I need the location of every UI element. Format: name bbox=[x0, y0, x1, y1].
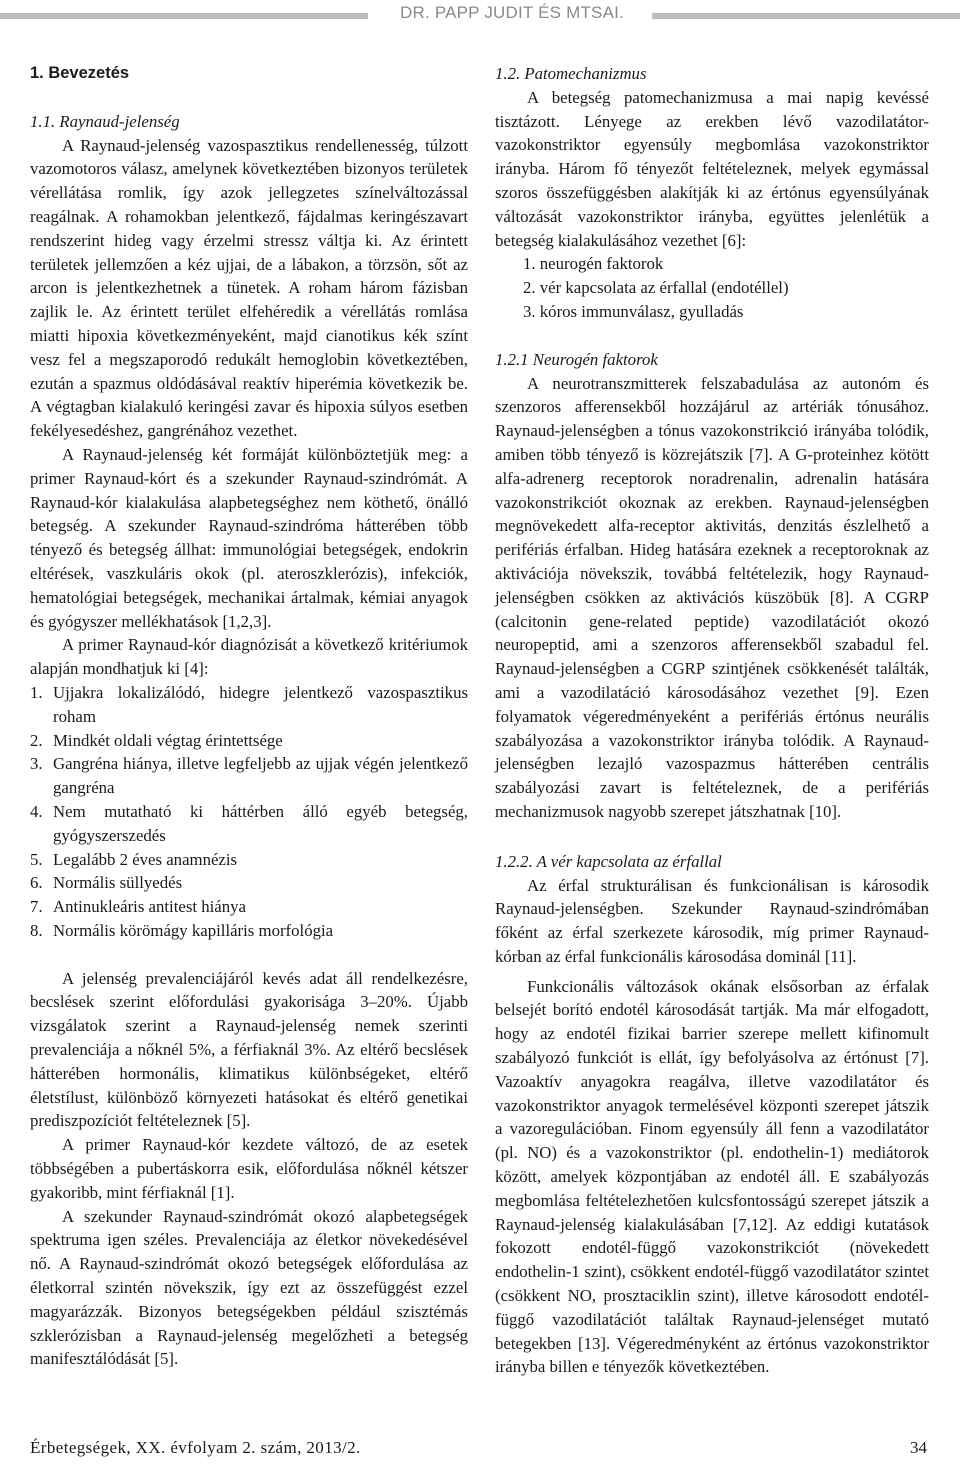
criteria-number: 2. bbox=[30, 730, 43, 750]
criteria-number: 7. bbox=[30, 897, 43, 917]
criteria-number: 1. bbox=[30, 682, 43, 702]
factors-list bbox=[495, 252, 929, 323]
criteria-item bbox=[30, 729, 468, 753]
subsection-title-pathomechanism: 1.2. Patomechanizmus bbox=[495, 64, 647, 83]
criteria-number: 3. bbox=[30, 754, 43, 774]
criteria-item bbox=[30, 895, 468, 919]
criteria-number: 4. bbox=[30, 801, 43, 821]
running-header: DR. PAPP JUDIT ÉS MTSAI. bbox=[400, 3, 624, 22]
factor-item: 3. kóros immunválasz, gyulladás bbox=[523, 301, 744, 321]
subsection-title-neurogenic: 1.2.1 Neurogén faktorok bbox=[495, 349, 658, 369]
paragraph: A jelenség prevalenciájáról kevés adat áll rendelkezésre, becslések szerint előfordulási gyakorisága 3–20%. Újabb vizsgálatok szerint a Raynaud-jelenség nemek szerinti prevalenciája a nőknél 5%, a férfiaknál 3%. Az eltérő becslések hátterében hormonális, klimatikus különbségeket, eltérő életstílust, különböző környezeti hatásokat és eltérő genetikai prediszpozíciót feltételeznek [5]. bbox=[30, 968, 468, 1131]
criteria-item bbox=[30, 681, 468, 729]
paragraph: A Raynaud-jelenség két formáját különböztetjük meg: a primer Raynaud-kórt és a szekunder Raynaud-szindrómát. A Raynaud-kór kialakulása alapbetegséghez nem köthető, önálló betegség. A szekunder Raynaud-szindróma hátterében több tényező és betegség állhat: immunológiai betegségek, endokrin eltérések, vaszkuláris okok (pl. ateroszklerózis), infekciók, hematológiai betegségek, mechanikai ártalmak, kémiai anyagok és gyógyszer mellékhatások [1,2,3]. bbox=[30, 444, 468, 631]
paragraph: Funkcionális változások okának elsősorban az érfalak belsejét borító endotél károsodását tartják. Ma már elfogadott, hogy az endotél fizikai barrier szerepe mellett kifinomult szabályozó funkciót is ellát, így befolyásolva az értónust [7]. Vazoaktív anyagokra reagálva, illetve vazodilatátor és vazokonstriktor anyagok termelésével központi szerepet játszik a vazoregulációban. Finom egyensúly áll fenn a vazodilatátor (pl. NO) és a vazokonstriktor (pl. endothelin-1) mediátorok között, amelyek központjában az endotél áll. E szabályozás megbomlása feltételezhetően kulcsfontosságú szerepet játszik a Raynaud-jelenség kialakulásában [7,12]. Az eddigi kutatások fokozott endotél-függő vazokonstrikciót (növekedett endothelin-1 szint), csökkent endotél-függő vazodilatátor szintet (csökkent NO, prosztaciklin szint), illetve károsodott endotél-függő vazodilatációt találtak Raynaud-jelenséget mutató betegekben [13]. Végeredményként az értónus vazokonstriktor irányba billen e tényezők következtében. bbox=[495, 976, 929, 1377]
criteria-text: Normális körömágy kapilláris morfológia bbox=[53, 920, 334, 940]
subsection-title-raynaud: 1.1. Raynaud-jelenség bbox=[30, 111, 180, 131]
criteria-list bbox=[30, 681, 468, 943]
criteria-text: Antinukleáris antitest hiánya bbox=[53, 897, 246, 917]
section-title: 1. Bevezetés bbox=[30, 64, 130, 82]
criteria-text: Normális süllyedés bbox=[53, 873, 183, 893]
paragraph: A betegség patomechanizmusa a mai napig kevéssé tisztázott. Lényege az erekben lévő vazodilatátor-vazokonstriktor egyensúly megbomlása vazokonstriktor irányba. Három fő tényezőt feltételeznek, melyek egymással szoros összefüggésben alakítják ki az értónus egyensúlyának változását vazokonstriktor irányba, együttes jelenlétük a betegség kialakulásához vezethet [6]: bbox=[495, 87, 929, 250]
criteria-number: 8. bbox=[30, 920, 43, 940]
criteria-item bbox=[30, 800, 468, 848]
criteria-item bbox=[30, 871, 468, 895]
paragraph: A szekunder Raynaud-szindrómát okozó alapbetegségek spektruma igen széles. Prevalenciája az életkor növekedésével nő. A Raynaud-szindrómát okozó betegségek előfordulása az életkorral szintén növekszik, így ezt az összefüggést ezzel magyarázzák. Bizonyos betegségekben például szisztémás szklerózisban a Raynaud-jelenség megelőzheti a betegség manifesztálódását [5]. bbox=[30, 1206, 468, 1369]
right-column bbox=[495, 62, 929, 1379]
header-rule-left bbox=[0, 13, 368, 19]
criteria-text: Nem mutatható ki háttérben álló egyéb betegség, gyógyszerszedés bbox=[53, 801, 468, 845]
criteria-text: Ujjakra lokalizálódó, hidegre jelentkező vazospasztikus roham bbox=[53, 682, 468, 726]
criteria-item bbox=[30, 752, 468, 800]
criteria-item bbox=[30, 848, 468, 872]
page-number: 34 bbox=[910, 1438, 927, 1457]
header-rule-right bbox=[652, 13, 960, 19]
paragraph: A primer Raynaud-kór kezdete változó, de az esetek többségében a pubertáskorra esik, előfordulása nőknél kétszer gyakoribb, mint férfiaknál [1]. bbox=[30, 1135, 468, 1202]
criteria-item bbox=[30, 919, 468, 943]
criteria-number: 6. bbox=[30, 873, 43, 893]
subsection-title-blood-vessel: 1.2.2. A vér kapcsolata az érfallal bbox=[495, 851, 722, 871]
factor-item: 2. vér kapcsolata az érfallal (endotéllel) bbox=[523, 278, 789, 298]
left-column bbox=[30, 62, 468, 1371]
paragraph: A Raynaud-jelenség vazospasztikus rendellenesség, túlzott vazomotoros válasz, amelynek következtében bizonyos területek vérellátása romlik, így azok jellegzetes színelváltozással reagálnak. A rohamokban jelentkező, fájdalmas keringészavart rendszerint hideg vagy érzelmi stressz váltja ki. Az érintett területek jellemzően a kéz ujjai, de a lábakon, a törzsön, sőt az arcon is jelentkezhetnek a tünetek. A roham három fázisban zajlik le. Az érintett terület elfehéredik a vérellátás romlása miatti hipoxia következményeként, majd cianotikus kék színt vesz fel a megszaporodó redukált hemoglobin következtében, ezután a spazmus oldódásával reaktív hiperémia következik be. A végtagban kialakuló keringési zavar és hipoxia súlyos esetben fekélyesedéshez, gangrénához vezethet. bbox=[30, 135, 468, 441]
factor-item: 1. neurogén faktorok bbox=[523, 254, 664, 274]
criteria-number: 5. bbox=[30, 849, 43, 869]
paragraph: A neurotranszmitterek felszabadulása az autonóm és szenzoros afferensekből hozzájárul az artériák tónusához. Raynaud-jelenségben a tónus vazokonstrikció irányába tolódik, amiben több tényező is közrejátszik [7]. A G-proteinhez kötött alfa-adrenerg receptorok noradrenalin, adrenalin hatására vazokonstrikciót okoznak az erekben. Raynaud-jelenségben megnövekedett alfa-receptor aktivitás, denzitás észlelhető a perifériás érfalban. Hideg hatására ezeknek a receptoroknak az aktivációja növekszik, továbbá feltételezik, hogy Raynaud-jelenségben csökken az aktivációs küszöbük [8]. A CGRP (calcitonin gene-related peptide) vazodilatációt okozó neuropeptid, ami a szenzoros afferensekből szabadul fel. Raynaud-jelenségben a CGRP szintjének csökkenését találták, ami a vazodilatáció károsodásához vezethet [9]. Ezen folyamatok végeredményeként a perifériás értónus neurális szabályozása a vazokonstriktor irányba tolódik. A Raynaud-jelenségben lezajló vazospazmus hátterében centrális szabályozási zavart is feltételeznek, de a perifériás mechanizmusok nagyobb szerepet játszhatnak [10]. bbox=[495, 373, 929, 821]
paragraph: Az érfal strukturálisan és funkcionálisan is károsodik Raynaud-jelenségben. Szekunder Raynaud-szindrómában főként az érfal szerkezete károsodik, míg primer Raynaud-kórban az érfal funkcionális károsodása dominál [11]. bbox=[495, 875, 929, 966]
journal-citation: Érbetegségek, XX. évfolyam 2. szám, 2013/2. bbox=[30, 1438, 361, 1457]
criteria-text: Gangréna hiánya, illetve legfeljebb az ujjak végén jelentkező gangréna bbox=[53, 754, 468, 798]
paragraph: A primer Raynaud-kór diagnózisát a következő kritériumok alapján mondhatjuk ki [4]: bbox=[30, 635, 468, 679]
criteria-text: Legalább 2 éves anamnézis bbox=[53, 849, 238, 869]
criteria-text: Mindkét oldali végtag érintettsége bbox=[53, 730, 283, 750]
